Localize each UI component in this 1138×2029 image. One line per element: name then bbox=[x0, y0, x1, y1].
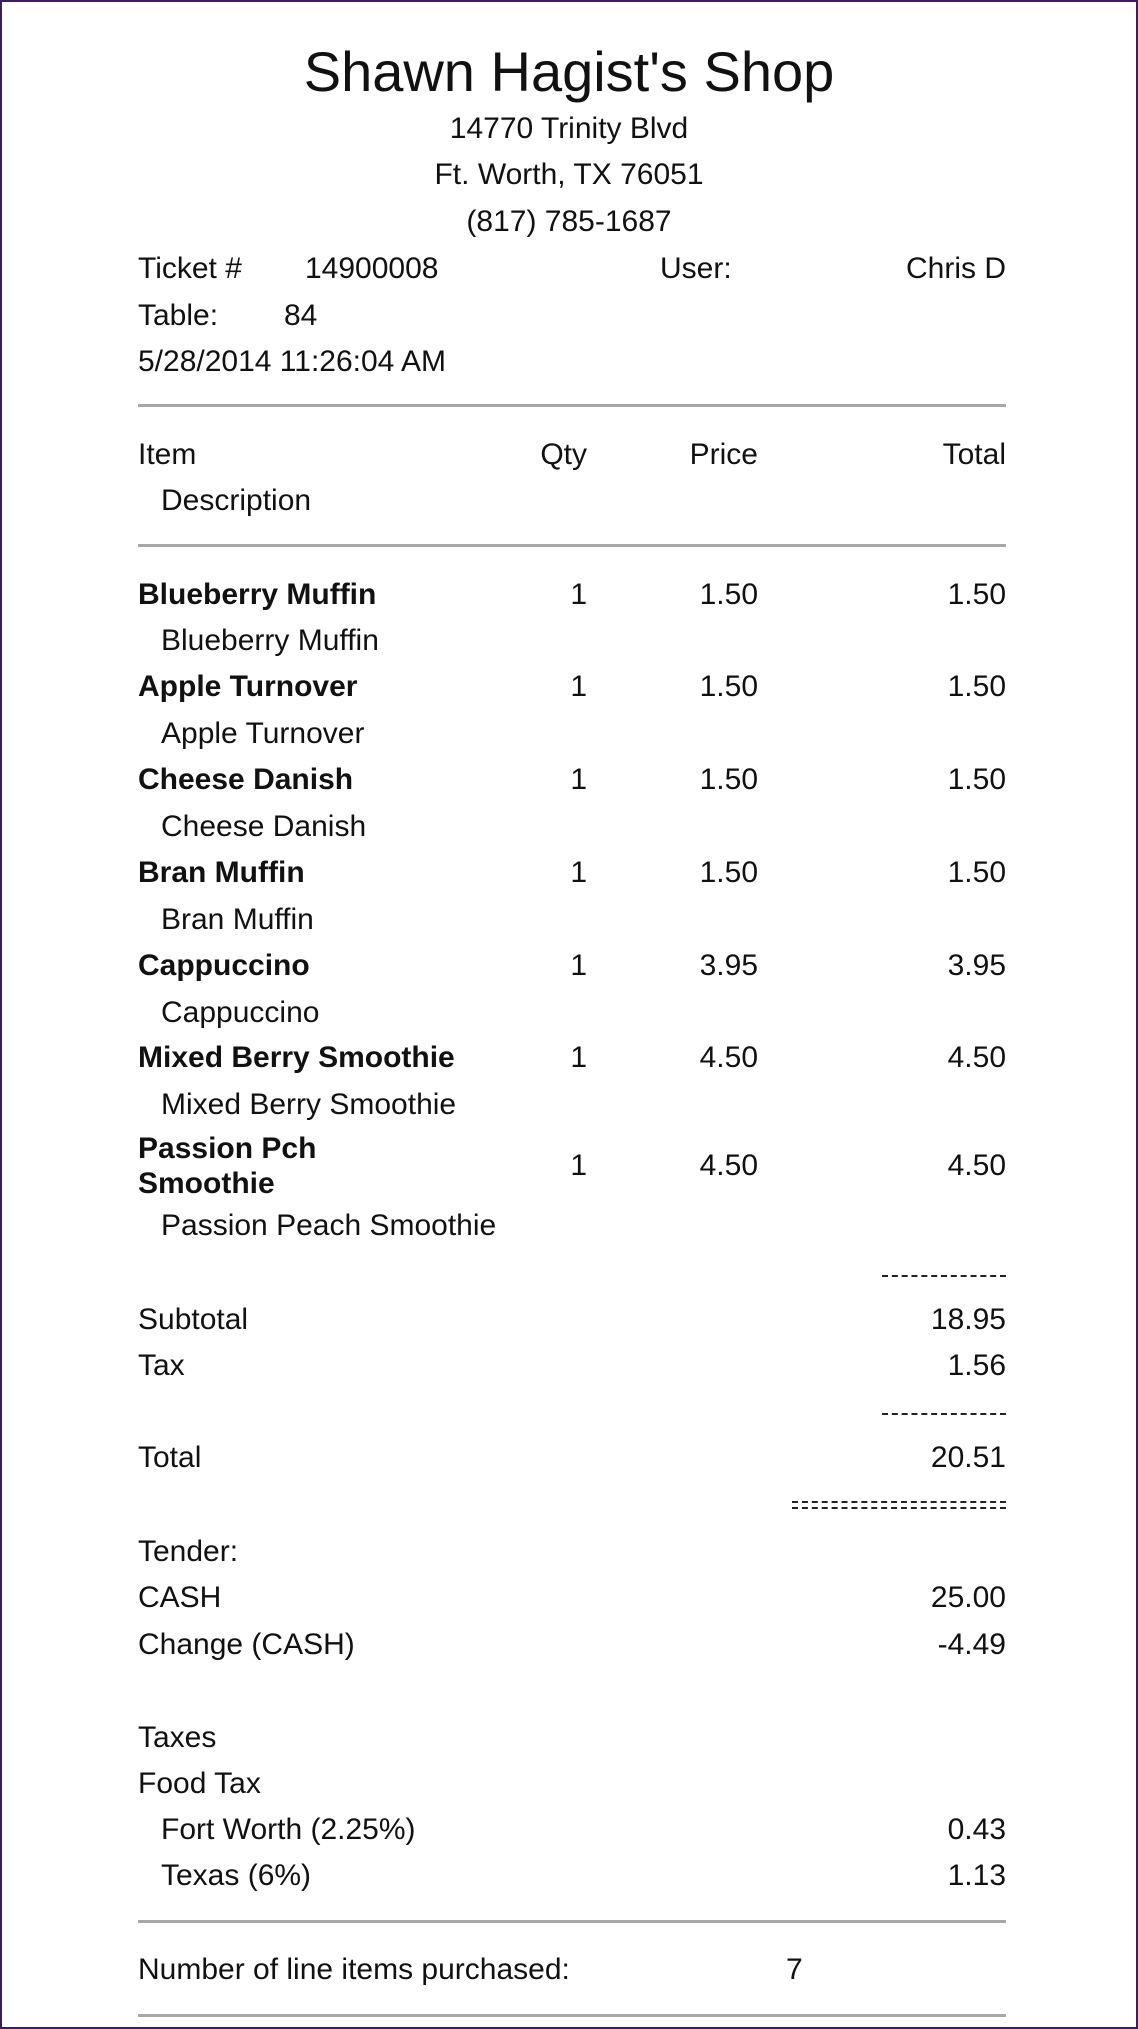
item-description: Cappuccino bbox=[161, 996, 320, 1029]
tax-line-amount: 0.43 bbox=[947, 1813, 1006, 1846]
divider bbox=[138, 544, 1006, 547]
total-label: Total bbox=[138, 1441, 202, 1474]
item-description: Passion Peach Smoothie bbox=[161, 1209, 497, 1242]
tax-group-label: Food Tax bbox=[138, 1767, 261, 1800]
tax-label: Tax bbox=[138, 1349, 185, 1382]
total-value: 20.51 bbox=[930, 1441, 1006, 1474]
column-qty: Qty bbox=[540, 438, 587, 471]
item-qty: 1 bbox=[570, 578, 587, 611]
table-number: 84 bbox=[284, 299, 318, 332]
column-description: Description bbox=[161, 484, 312, 517]
tender-amount: 25.00 bbox=[930, 1581, 1006, 1614]
divider bbox=[138, 2014, 1006, 2017]
item-description: Cheese Danish bbox=[161, 810, 367, 843]
item-name: Bran Muffin bbox=[138, 856, 305, 889]
item-total: 1.50 bbox=[947, 856, 1006, 889]
item-price: 1.50 bbox=[699, 578, 758, 611]
item-name: Cheese Danish bbox=[138, 763, 354, 796]
ticket-label: Ticket # bbox=[138, 252, 242, 285]
tax-value: 1.56 bbox=[947, 1349, 1006, 1382]
divider bbox=[138, 1920, 1006, 1923]
item-qty: 1 bbox=[570, 1149, 587, 1182]
item-description: Apple Turnover bbox=[161, 717, 365, 750]
item-total: 4.50 bbox=[947, 1041, 1006, 1074]
item-price: 1.50 bbox=[699, 856, 758, 889]
user-name: Chris D bbox=[905, 252, 1006, 285]
item-name: Apple Turnover bbox=[138, 670, 358, 703]
subtotal-label: Subtotal bbox=[138, 1303, 249, 1336]
column-price: Price bbox=[689, 438, 758, 471]
tax-line-amount: 1.13 bbox=[947, 1859, 1006, 1892]
change-label: Change (CASH) bbox=[138, 1628, 355, 1661]
column-total: Total bbox=[942, 438, 1006, 471]
item-name: Blueberry Muffin bbox=[138, 578, 377, 611]
item-price: 4.50 bbox=[699, 1041, 758, 1074]
tender-label: Tender: bbox=[138, 1535, 239, 1568]
line-items-label: Number of line items purchased: bbox=[138, 1953, 570, 1986]
divider bbox=[138, 404, 1006, 407]
item-total: 4.50 bbox=[947, 1149, 1006, 1182]
total-separator bbox=[882, 1413, 1006, 1415]
ticket-datetime: 5/28/2014 11:26:04 AM bbox=[138, 345, 447, 378]
item-total: 1.50 bbox=[947, 578, 1006, 611]
item-qty: 1 bbox=[570, 763, 587, 796]
item-name-line2: Smoothie bbox=[138, 1167, 275, 1200]
item-qty: 1 bbox=[570, 670, 587, 703]
item-qty: 1 bbox=[570, 949, 587, 982]
line-items-count: 7 bbox=[786, 1953, 803, 1986]
tax-line-name: Texas (6%) bbox=[161, 1859, 312, 1892]
item-total: 3.95 bbox=[947, 949, 1006, 982]
tender-method: CASH bbox=[138, 1581, 222, 1614]
shop-name: Shawn Hagist's Shop bbox=[303, 40, 835, 103]
item-total: 1.50 bbox=[947, 670, 1006, 703]
shop-address-line1: 14770 Trinity Blvd bbox=[449, 112, 689, 145]
item-price: 4.50 bbox=[699, 1149, 758, 1182]
item-description: Bran Muffin bbox=[161, 903, 314, 936]
item-qty: 1 bbox=[570, 1041, 587, 1074]
item-description: Mixed Berry Smoothie bbox=[161, 1088, 457, 1121]
item-name: Cappuccino bbox=[138, 949, 310, 982]
subtotal-value: 18.95 bbox=[930, 1303, 1006, 1336]
item-total: 1.50 bbox=[947, 763, 1006, 796]
taxes-label: Taxes bbox=[138, 1721, 217, 1754]
item-price: 1.50 bbox=[699, 763, 758, 796]
shop-address-line2: Ft. Worth, TX 76051 bbox=[434, 158, 704, 191]
item-price: 1.50 bbox=[699, 670, 758, 703]
item-name-line1: Passion Pch bbox=[138, 1132, 317, 1165]
total-double-separator bbox=[792, 1501, 1006, 1509]
table-label: Table: bbox=[138, 299, 219, 332]
subtotal-separator bbox=[882, 1275, 1006, 1277]
tax-line-name: Fort Worth (2.25%) bbox=[161, 1813, 416, 1846]
user-label: User: bbox=[660, 252, 732, 285]
item-name: Mixed Berry Smoothie bbox=[138, 1041, 455, 1074]
item-qty: 1 bbox=[570, 856, 587, 889]
shop-phone: (817) 785-1687 bbox=[466, 205, 672, 238]
ticket-number: 14900008 bbox=[305, 252, 439, 285]
item-price: 3.95 bbox=[699, 949, 758, 982]
column-item: Item bbox=[138, 438, 197, 471]
item-description: Blueberry Muffin bbox=[161, 624, 379, 657]
change-value: -4.49 bbox=[937, 1628, 1006, 1661]
